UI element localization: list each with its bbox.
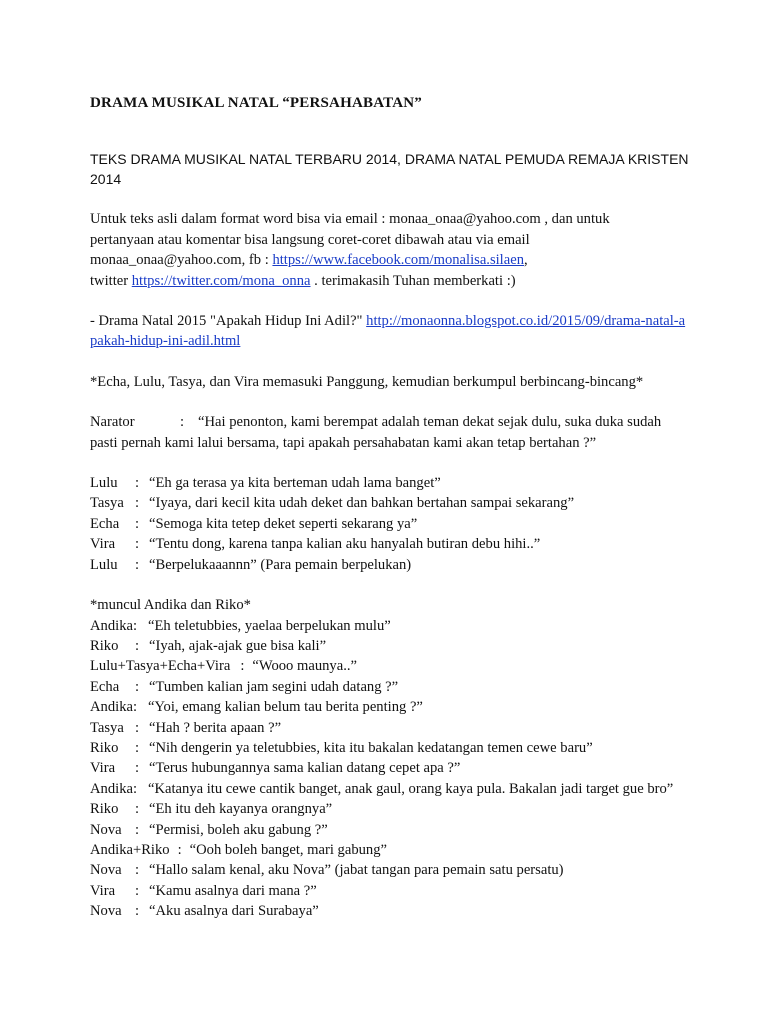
colon: : (135, 475, 140, 492)
colon: : (135, 739, 140, 756)
dialog-row (90, 616, 690, 636)
dialog-row (90, 677, 690, 697)
dialog-row (90, 493, 690, 513)
twitter-link[interactable]: https://twitter.com/mona_onna (131, 272, 311, 289)
dialog-text: “Berpelukaaannn” (Para pemain berpelukan) (149, 556, 412, 573)
speaker: Nova (90, 821, 122, 838)
speaker: Andika+Riko (90, 841, 170, 858)
colon: : (135, 862, 140, 879)
colon: : (135, 536, 140, 553)
intro-line-4-suffix: . terimakasih Tuhan memberkati :) (310, 272, 516, 289)
colon: : (135, 903, 140, 920)
speaker: Lulu (90, 475, 118, 492)
dialog-row (90, 860, 690, 880)
dialog-row (90, 820, 690, 840)
intro-line-4-prefix: twitter (90, 272, 132, 289)
speaker: Lulu (90, 556, 118, 573)
dialog-row (90, 758, 690, 778)
intro-paragraph (90, 209, 690, 291)
colon: : (135, 760, 140, 777)
speaker: Andika: (90, 617, 138, 634)
speaker: Nova (90, 903, 122, 920)
colon: : (135, 882, 140, 899)
dialog-row (90, 779, 690, 799)
document-body (90, 93, 690, 942)
dialog-text: “Tumben kalian jam segini udah datang ?” (149, 678, 399, 695)
narrator-line (90, 412, 690, 453)
narrator-colon: : (180, 414, 185, 431)
speaker: Lulu+Tasya+Echa+Vira (90, 658, 231, 675)
facebook-link[interactable]: https://www.facebook.com/monalisa.silaen (272, 252, 524, 269)
dialog-row (90, 799, 690, 819)
dialog-text: “Semoga kita tetep deket seperti sekarang ya” (149, 515, 418, 532)
speaker: Riko (90, 801, 119, 818)
dialog-text: “Eh teletubbies, yaelaa berpelukan mulu” (148, 617, 391, 634)
related-drama-label: - Drama Natal 2015 "Apakah Hidup Ini Adil?" (90, 313, 367, 330)
dialog-text: “Aku asalnya dari Surabaya” (149, 903, 319, 920)
colon: : (177, 841, 182, 858)
dialog-row (90, 718, 690, 738)
dialog-block-2 (90, 595, 690, 922)
dialog-row (90, 697, 690, 717)
speaker: Tasya (90, 719, 124, 736)
speaker: Riko (90, 637, 119, 654)
page-title: DRAMA MUSIKAL NATAL “PERSAHABATAN” (90, 95, 422, 111)
dialog-text: “Nih dengerin ya teletubbies, kita itu bakalan kedatangan temen cewe baru” (149, 739, 593, 756)
dialog-row (90, 534, 690, 554)
stage-direction-2: *muncul Andika dan Riko* (90, 597, 251, 614)
colon: : (135, 515, 140, 532)
intro-line-3-prefix: monaa_onaa@yahoo.com, fb : (90, 252, 273, 269)
dialog-row (90, 840, 690, 860)
dialog-text: “Kamu asalnya dari mana ?” (149, 882, 317, 899)
dialog-text: “Wooo maunya..” (252, 658, 357, 675)
speaker: Echa (90, 515, 120, 532)
colon: : (135, 637, 140, 654)
dialog-text: “Permisi, boleh aku gabung ?” (149, 821, 328, 838)
stage-direction-1: *Echa, Lulu, Tasya, dan Vira memasuki Panggung, kemudian berkumpul berbincang-bincang* (90, 373, 644, 390)
colon: : (135, 801, 140, 818)
intro-line-4 (90, 271, 690, 291)
dialog-text: “Iyah, ajak-ajak gue bisa kali” (149, 637, 327, 654)
intro-line-3-suffix: , (524, 252, 528, 269)
colon: : (135, 678, 140, 695)
dialog-text: “Ooh boleh banget, mari gabung” (189, 841, 387, 858)
dialog-text: “Eh ga terasa ya kita berteman udah lama banget” (149, 475, 441, 492)
dialog-block-1 (90, 473, 690, 575)
dialog-row (90, 656, 690, 676)
intro-line-2: pertanyaan atau komentar bisa langsung coret-coret dibawah atau via email (90, 231, 530, 248)
dialog-row (90, 473, 690, 493)
dialog-text: “Eh itu deh kayanya orangnya” (149, 801, 333, 818)
dialog-row (90, 738, 690, 758)
dialog-row (90, 514, 690, 534)
speaker-narrator: Narator (90, 414, 135, 431)
dialog-text: “Iyaya, dari kecil kita udah deket dan bahkan bertahan sampai sekarang” (149, 495, 575, 512)
related-drama (90, 311, 690, 352)
colon: : (240, 658, 245, 675)
dialog-text: “Terus hubungannya sama kalian datang cepet apa ?” (149, 760, 461, 777)
speaker: Tasya (90, 495, 124, 512)
speaker: Echa (90, 678, 120, 695)
dialog-text: “Yoi, emang kalian belum tau berita penting ?” (148, 699, 423, 716)
dialog-text: “Tentu dong, karena tanpa kalian aku hanyalah butiran debu hihi..” (149, 536, 541, 553)
colon: : (135, 495, 140, 512)
colon: : (135, 821, 140, 838)
speaker: Riko (90, 739, 119, 756)
dialog-text: “Hah ? berita apaan ?” (149, 719, 282, 736)
narrator-text: “Hai penonton, kami berempat adalah teman dekat sejak dulu, suka duka sudah pasti pernah kami lalui bersama, tapi apakah persahabatan kami akan tetap bertahan ?” (90, 414, 662, 451)
speaker: Vira (90, 536, 116, 553)
speaker: Vira (90, 760, 116, 777)
colon: : (135, 719, 140, 736)
dialog-text: “Hallo salam kenal, aku Nova” (jabat tangan para pemain satu persatu) (149, 862, 564, 879)
speaker: Andika: (90, 699, 138, 716)
colon: : (135, 556, 140, 573)
speaker: Vira (90, 882, 116, 899)
speaker: Nova (90, 862, 122, 879)
dialog-row (90, 636, 690, 656)
subtitle: TEKS DRAMA MUSIKAL NATAL TERBARU 2014, DRAMA NATAL PEMUDA REMAJA KRISTEN 2014 (90, 151, 689, 188)
dialog-row (90, 901, 690, 921)
dialog-text: “Katanya itu cewe cantik banget, anak gaul, orang kaya pula. Bakalan jadi target gue bro” (148, 780, 674, 797)
intro-line-3 (90, 250, 690, 270)
related-drama-link[interactable]: http://monaonna.blogspot.co.id/2015/09/drama-natal-apakah-hidup-ini-adil.html (90, 313, 686, 350)
dialog-row (90, 881, 690, 901)
intro-line-1: Untuk teks asli dalam format word bisa via email : monaa_onaa@yahoo.com , dan untuk (90, 211, 610, 228)
dialog-row (90, 555, 690, 575)
speaker: Andika: (90, 780, 138, 797)
